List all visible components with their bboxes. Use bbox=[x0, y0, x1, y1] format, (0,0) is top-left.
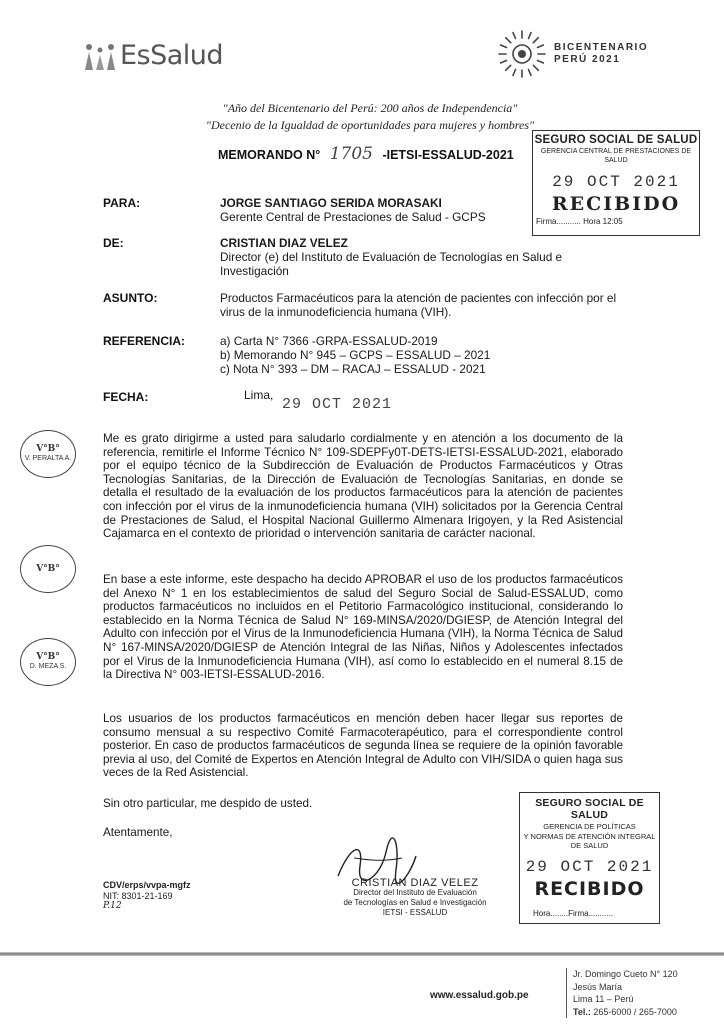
approval-seal-3 bbox=[20, 638, 76, 686]
address-phone bbox=[573, 1006, 678, 1019]
de-value bbox=[220, 236, 620, 278]
signatory-name: CRISTIAN DIAZ VELEZ bbox=[351, 877, 479, 889]
address-line-1: Jr. Domingo Cueto N° 120 bbox=[573, 969, 678, 979]
seal-vobo: V°B° bbox=[36, 652, 60, 662]
body-paragraph-3: Los usuarios de los productos farmacéuticos en mención deben hacer llegar sus reportes de consumo mensual a su respectivo Comité Farmacoterapéutico, para el correspondiente control posterior. En caso de productos farmacéuticos de segunda línea se requiere de la opinión favorable previa al uso, del Comité de Expertos en Atención Integral de Adulto con VIH/SIDA o quien haga sus veces de la Red Asistencial. bbox=[103, 712, 623, 780]
motto-line-2: "Decenio de la Igualdad de oportunidades para mujeres y hombres" bbox=[205, 118, 535, 132]
closing-regards: Atentamente, bbox=[103, 826, 173, 839]
para-value bbox=[220, 196, 620, 224]
referencia-item: a) Carta N° 7366 -GRPA-ESSALUD-2019 bbox=[220, 334, 438, 348]
stamp-footer: Firma........... Hora 12:05 bbox=[536, 217, 623, 226]
stamp-subtitle: Y NORMAS DE ATENCIÓN INTEGRAL DE SALUD bbox=[523, 832, 656, 850]
stamp-status: RECIBIDO bbox=[534, 878, 645, 900]
de-role: Director (e) del Instituto de Evaluación de Tecnologías en Salud e Investigación bbox=[220, 250, 563, 278]
bicentenario-line2: PERÚ 2021 bbox=[554, 54, 621, 65]
stamp-title: SEGURO SOCIAL DE SALUD bbox=[535, 797, 644, 821]
asunto-value: Productos Farmacéuticos para la atención de pacientes con infección por el virus de la inmunodeficiencia humana (VIH). bbox=[220, 291, 617, 319]
received-stamp-politicas bbox=[519, 792, 660, 924]
bicentenario-emblem-icon bbox=[496, 28, 548, 80]
asunto-label: ASUNTO: bbox=[103, 291, 158, 305]
memo-suffix: -IETSI-ESSALUD-2021 bbox=[382, 148, 514, 162]
seal-vobo: V°B° bbox=[36, 444, 60, 454]
stamp-subtitle: GERENCIA CENTRAL DE PRESTACIONES DE SALUD bbox=[540, 148, 692, 164]
family-figures-icon bbox=[82, 42, 118, 72]
memo-number-handwritten: 1705 bbox=[329, 144, 373, 164]
stamp-footer: Hora........Firma........... bbox=[533, 909, 614, 918]
memo-prefix: MEMORANDO N° bbox=[218, 148, 321, 162]
signature-block bbox=[300, 878, 530, 918]
stamp-title: SEGURO SOCIAL DE SALUD bbox=[534, 134, 698, 146]
de-name: CRISTIAN DIAZ VELEZ bbox=[220, 236, 348, 250]
fecha-label: FECHA: bbox=[103, 390, 149, 404]
para-name: JORGE SANTIAGO SERIDA MORASAKI bbox=[220, 196, 442, 210]
referencia-label: REFERENCIA: bbox=[103, 334, 186, 348]
approval-seal-1 bbox=[20, 430, 76, 478]
stamp-subtitle: GERENCIA DE POLÍTICAS bbox=[543, 822, 636, 831]
phone-label: Tel.: bbox=[573, 1006, 591, 1017]
approval-seal-2 bbox=[20, 545, 76, 593]
address-line-3: Lima 11 – Perú bbox=[573, 994, 634, 1004]
referencia-item: c) Nota N° 393 – DM – RACAJ – ESSALUD - 2021 bbox=[220, 362, 486, 376]
body-paragraph-1: Me es grato dirigirme a usted para saludarlo cordialmente y en atención a los documento de la referencia, remitirle el Informe Técnico N° 109-SDEPFy0T-DETS-IETSI-ESSALUD-2021, elaborado por el equipo técnico de la Subdirección de Evaluación de Productos Farmacéuticos y Otras Tecnologías Sanitarias, de la Dirección de Evaluación de Tecnologías Sanitarias, en donde se detalla el resultado de la evaluación de los productos farmacéuticos para la atención de pacientes con infección por el virus de la inmunodeficiencia humana (VIH) solicitados por la Gerencia Central de Prestaciones de Salud, el Hospital Nacional Guillermo Almenara Irigoyen, y la Red Asistencial Cajamarca en el contexto de prioridad o intervención sanitaria de carácter nacional. bbox=[103, 432, 623, 541]
stamp-date: 29 OCT 2021 bbox=[552, 173, 680, 191]
phone-number: 265-6000 / 265-7000 bbox=[593, 1006, 677, 1017]
seal-signer: V. PERALTA A. bbox=[24, 455, 72, 462]
signatory-title-1: Director del Instituto de Evaluación bbox=[353, 888, 477, 897]
referencia-list bbox=[220, 334, 620, 376]
referencia-item: b) Memorando N° 945 – GCPS – ESSALUD – 2021 bbox=[220, 348, 491, 362]
address-line-2: Jesús María bbox=[573, 981, 623, 992]
footer-divider-bar bbox=[0, 950, 724, 958]
para-role: Gerente Central de Prestaciones de Salud - GCPS bbox=[220, 210, 486, 224]
stamp-status: RECIBIDO bbox=[551, 193, 681, 215]
signatory-title-2: de Tecnologías en Salud e Investigación bbox=[343, 898, 487, 907]
fecha-place: Lima, bbox=[244, 388, 274, 402]
reference-codes bbox=[103, 880, 191, 912]
essalud-logo bbox=[82, 40, 242, 76]
stamp-date: 29 OCT 2021 bbox=[525, 858, 654, 876]
motto-line-1: "Año del Bicentenario del Perú: 200 años de Independencia" bbox=[222, 101, 518, 115]
bicentenario-text bbox=[554, 42, 648, 66]
footer-address bbox=[566, 968, 678, 1018]
logo-text: EsSalud bbox=[120, 40, 224, 71]
nit-code: NIT: 8301-21-169 bbox=[103, 890, 173, 901]
para-label: PARA: bbox=[103, 196, 141, 210]
signatory-title-3: IETSI - ESSALUD bbox=[382, 908, 448, 917]
closing-line: Sin otro particular, me despido de usted. bbox=[103, 797, 313, 810]
seal-vobo: V°B° bbox=[36, 563, 60, 574]
folio-code: P.12 bbox=[103, 901, 122, 911]
footer-website: www.essalud.gob.pe bbox=[430, 990, 529, 1001]
body-paragraph-2: En base a este informe, este despacho ha decido APROBAR el uso de los productos farmacéuticos del Anexo N° 1 en los establecimientos de salud del Seguro Social de Salud-ESSALUD, como productos farmacéuticos no incluidos en el Petitorio Farmacológico institucional, considerando lo establecido en la Norma Técnica de Salud N° 169-MINSA/2020/DGIESP, de Atención Integral del Adulto con infección por el Virus de la Inmunodeficiencia Humana (VIH), la Norma Técnica de Salud N° 167-MINSA/2020/DGIESP de Atención Integral de las Niñas, Niños y Adolescentes infectados por el Virus de la Inmunodeficiencia Humana (VIH), así como lo establecido en el numeral 8.15 de la Directiva N° 003-IETSI-ESSALUD-2016. bbox=[103, 573, 623, 682]
de-label: DE: bbox=[103, 236, 124, 250]
bicentenario-line1: BICENTENARIO bbox=[554, 42, 649, 53]
memo-number-line bbox=[218, 144, 514, 164]
bicentenario-logo bbox=[496, 28, 696, 80]
mottos bbox=[140, 100, 600, 134]
seal-signer: D. MEZA S. bbox=[29, 663, 67, 670]
initials-code: CDV/erps/vvpa-mgfz bbox=[103, 880, 191, 890]
fecha-date-stamp: 29 OCT 2021 bbox=[282, 396, 393, 413]
